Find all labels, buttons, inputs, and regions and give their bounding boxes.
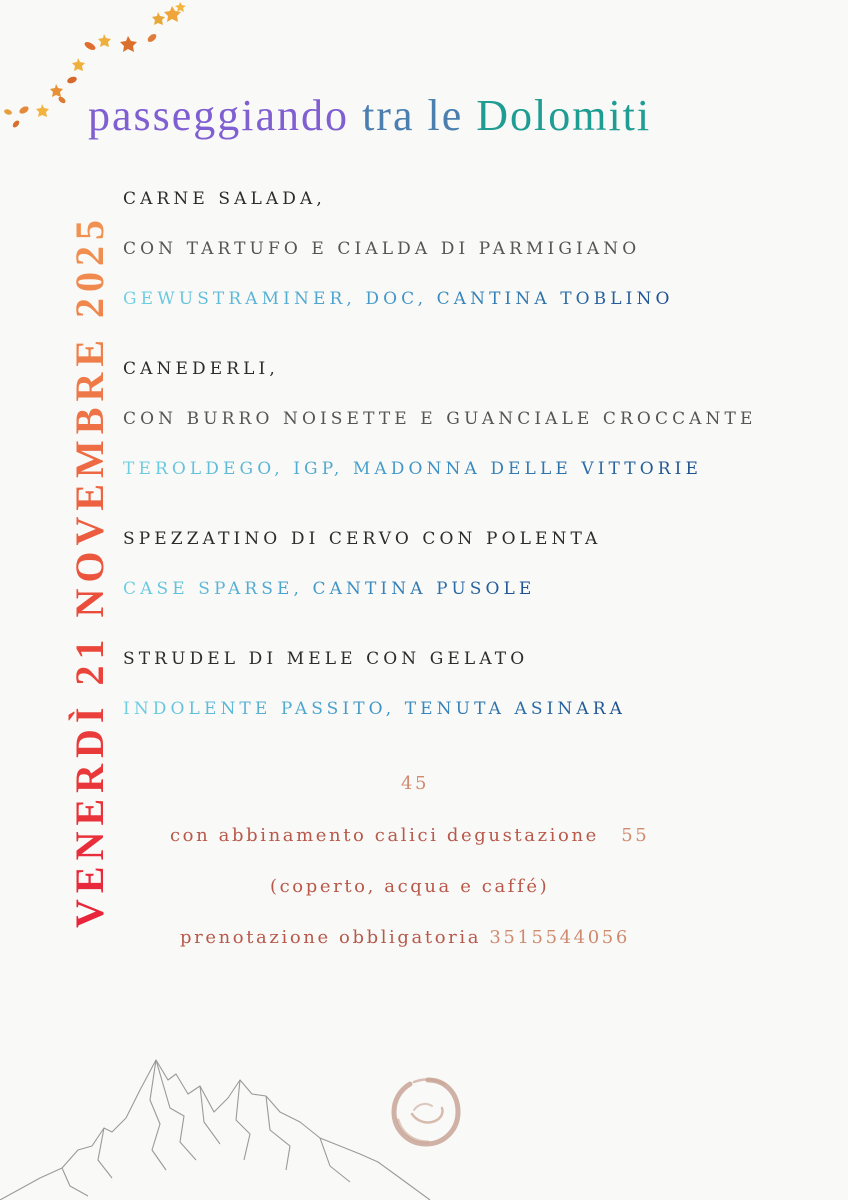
course-2 (123, 348, 823, 498)
enso-circle-icon (384, 1070, 468, 1154)
course-2-dish-line-1: CANEDERLI, (123, 359, 279, 379)
course-3 (123, 518, 823, 618)
course-1-dish-line-2: CON TARTUFO E CIALDA DI PARMIGIANO (123, 239, 641, 259)
includes-note: (coperto, acqua e caffé) (270, 876, 550, 897)
course-3-wine: CASE SPARSE, CANTINA PUSOLE (123, 568, 535, 610)
title-part-1: passeggiando (88, 91, 350, 140)
menu-list (123, 178, 823, 738)
title-part-2: tra le (362, 91, 464, 140)
course-1 (123, 178, 823, 328)
pairing-label: con abbinamento calici degustazione (170, 825, 599, 846)
course-2-dish-line-2: CON BURRO NOISETTE E GUANCIALE CROCCANTE (123, 409, 757, 429)
pairing-price: 55 (621, 825, 650, 846)
course-1-dish-line-1: CARNE SALADA, (123, 189, 326, 209)
event-date: VENERDÌ 21 NOVEMBRE 2025 (66, 168, 114, 928)
booking-phone: 3515544056 (489, 927, 630, 948)
course-4-dish-line-1: STRUDEL DI MELE CON GELATO (123, 649, 529, 669)
course-4-wine: INDOLENTE PASSITO, TENUTA ASINARA (123, 688, 626, 730)
booking-row (180, 924, 630, 952)
course-2-wine: TEROLDEGO, IGP, MADONNA DELLE VITTORIE (123, 448, 702, 490)
course-4 (123, 638, 823, 738)
base-price: 45 (401, 773, 430, 794)
pairing-row (170, 822, 649, 850)
booking-label: prenotazione obbligatoria (180, 927, 482, 948)
course-1-wine: GEWUSTRAMINER, DOC, CANTINA TOBLINO (123, 278, 674, 320)
course-3-dish-line-1: SPEZZATINO DI CERVO CON POLENTA (123, 529, 602, 549)
page-title (88, 86, 788, 146)
title-part-3: Dolomiti (476, 91, 652, 140)
